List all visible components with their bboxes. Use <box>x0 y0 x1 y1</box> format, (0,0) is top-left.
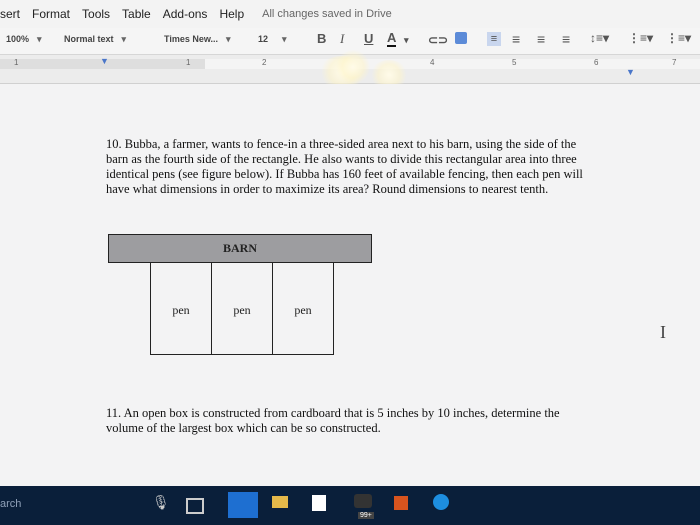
font-size-value: 12 <box>258 34 269 44</box>
problem-10-line-1: 10. Bubba, a farmer, wants to fence-in a three-sided area next to his barn, using the side of the <box>106 137 577 151</box>
align-right-icon[interactable]: ≡ <box>537 31 546 47</box>
pens-diagram <box>150 263 334 355</box>
pen-cell: pen <box>212 263 273 354</box>
menu-tools[interactable]: Tools <box>82 7 111 21</box>
store-icon[interactable] <box>312 495 326 511</box>
barn-box: BARN <box>108 234 372 263</box>
font-select[interactable] <box>164 34 231 45</box>
pen-cell: pen <box>294 303 312 317</box>
ruler-mark: 1 <box>186 58 191 67</box>
style-value: Normal text <box>64 34 114 44</box>
task-view-icon[interactable] <box>186 498 204 514</box>
chevron-down-icon: ▾ <box>282 34 287 44</box>
ruler-mark: 7 <box>672 58 677 67</box>
edge-browser-icon[interactable] <box>228 492 258 518</box>
link-icon[interactable]: ⊂⊃ <box>428 33 449 47</box>
save-status: All changes saved in Drive <box>262 8 392 20</box>
chevron-down-icon: ▾ <box>37 34 42 44</box>
bold-button[interactable]: B <box>317 31 327 46</box>
problem-10-line-2: barn as the fourth side of the rectangle. He also wants to divide this rectangular area into three <box>106 152 577 166</box>
media-app-icon[interactable] <box>394 496 408 510</box>
line-spacing-icon[interactable]: ↕≡▾ <box>590 31 610 45</box>
games-icon[interactable] <box>354 494 372 508</box>
ruler-mark: 2 <box>262 58 267 67</box>
insert-comment-icon[interactable] <box>455 32 467 44</box>
numbered-list-icon[interactable]: ⋮≡▾ <box>628 31 654 45</box>
file-explorer-icon[interactable] <box>272 496 288 508</box>
text-cursor-icon: I <box>660 322 666 342</box>
font-value: Times New... <box>164 34 219 44</box>
ruler-mark: 4 <box>430 58 435 67</box>
indent-marker-icon[interactable]: ▼ <box>100 56 109 66</box>
microphone-icon[interactable]: 🎙 <box>152 494 170 510</box>
problem-10-line-4: have what dimensions in order to maximize its area? Round dimensions to nearest tenth. <box>106 182 549 196</box>
zoom-select[interactable] <box>6 34 42 45</box>
problem-11-line-2: volume of the largest box which can be so constructed. <box>106 421 381 435</box>
align-left-icon[interactable]: ≡ <box>487 32 501 46</box>
menu-insert[interactable]: sert <box>0 7 21 21</box>
taskbar <box>0 486 700 525</box>
bulleted-list-icon[interactable]: ⋮≡▾ <box>666 31 692 45</box>
align-justify-icon[interactable]: ≡ <box>562 31 571 47</box>
menu-help[interactable]: Help <box>219 7 245 21</box>
menu-bar <box>0 0 700 28</box>
right-indent-marker-icon[interactable]: ▼ <box>626 67 635 77</box>
underline-button[interactable]: U <box>364 31 374 46</box>
skype-icon[interactable] <box>433 494 449 510</box>
chevron-down-icon[interactable]: ▾ <box>404 35 409 45</box>
ruler-mark: 1 <box>14 58 19 67</box>
zoom-value: 100% <box>6 34 30 44</box>
light-glare <box>336 50 370 84</box>
chevron-down-icon: ▾ <box>226 34 231 44</box>
problem-11-line-1: 11. An open box is constructed from cardboard that is 5 inches by 10 inches, determine the <box>106 406 560 420</box>
text-color-button[interactable]: A <box>387 30 397 45</box>
pen-cell: pen <box>151 263 212 354</box>
menu-add-ons[interactable]: Add-ons <box>162 7 208 21</box>
align-center-icon[interactable]: ≡ <box>512 31 521 47</box>
italic-button[interactable]: I <box>340 31 345 46</box>
notification-badge: 99+ <box>360 512 372 519</box>
chevron-down-icon: ▾ <box>121 34 127 44</box>
font-size-select[interactable] <box>258 34 287 45</box>
taskbar-search[interactable]: arch <box>0 498 22 510</box>
problem-10-line-3: identical pens (see figure below). If Bubba has 160 feet of available fencing, then each pen will <box>106 167 583 181</box>
menu-table[interactable]: Table <box>122 7 151 21</box>
menu-format[interactable]: Format <box>32 7 71 21</box>
ruler-mark: 5 <box>512 58 517 67</box>
style-select[interactable] <box>64 34 126 45</box>
ruler-mark: 6 <box>594 58 599 67</box>
